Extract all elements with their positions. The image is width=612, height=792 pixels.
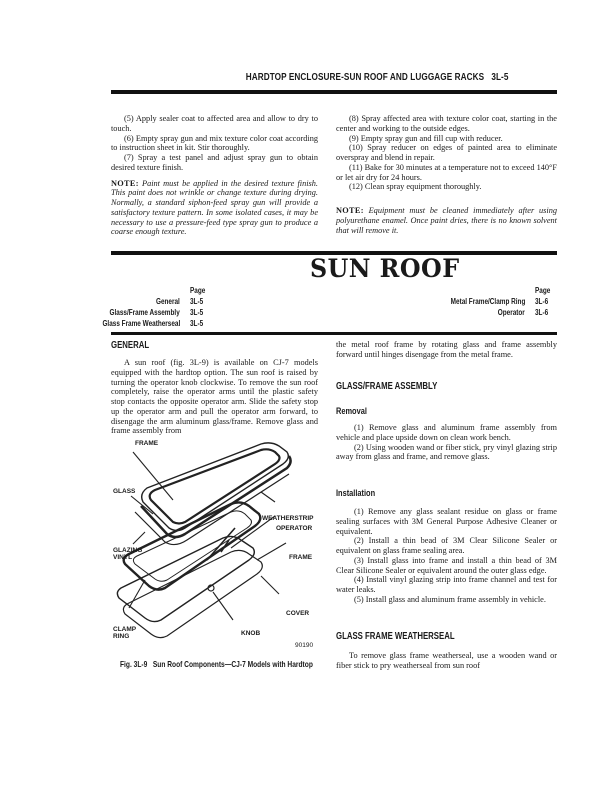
- paragraph: (11) Bake for 30 minutes at a temperature not to exceed 140°F or let air dry for 24 hours.: [336, 162, 557, 182]
- paragraph: (9) Empty spray gun and fill cup with reducer.: [349, 133, 503, 143]
- header-page: 3L-5: [491, 72, 509, 83]
- toc-entry[interactable]: [12, 307, 212, 318]
- paragraph: A sun roof (fig. 3L-9) is available on CJ-7 models equipped with the hardtop option. The sun roof is raised by turning the operator knob clockwise. To remove the sun roof completely, raise the operator arms until the plastic safety stop contacts the opposite operator arm. Slide the safety stop up the operator arm and pull the operator arm forward, to disengage the arm aluminum glass/frame. Remove glass and frame assembly from: [111, 358, 318, 436]
- paragraph: (5) Install glass and aluminum frame assembly in vehicle.: [354, 594, 546, 604]
- toc-page: 3L-5: [190, 319, 204, 328]
- toc-label: Metal Frame/Clamp Ring: [450, 297, 525, 306]
- paragraph: the metal roof frame by rotating glass and frame assembly forward until hinges disengage from the metal frame.: [336, 340, 557, 359]
- label-clamp-ring: CLAMP RING: [113, 626, 136, 640]
- general-continued: [336, 340, 557, 360]
- weatherseal-text: [336, 651, 557, 671]
- paragraph: (2) Install a thin bead of 3M Clear Silicone Sealer or equivalent on glass frame sealing area.: [336, 536, 557, 555]
- section-title: SUN ROOF: [309, 254, 460, 283]
- label-weatherstrip: WEATHERSTRIP: [262, 515, 314, 522]
- caption-number: Fig. 3L-9: [120, 659, 148, 669]
- heading-removal: Removal: [336, 406, 367, 417]
- installation-steps: [336, 507, 557, 605]
- note: [111, 179, 318, 238]
- label-cover: COVER: [286, 610, 310, 617]
- paragraph: (10) Spray reducer on edges of painted area to eliminate overspray and blend in repair.: [336, 143, 557, 162]
- note: [336, 206, 557, 235]
- toc-label: Glass/Frame Assembly: [109, 308, 180, 317]
- toc-page: 3L-6: [535, 308, 549, 317]
- toc-entry[interactable]: [357, 296, 557, 307]
- figure-caption: [120, 659, 313, 669]
- header-rule: [111, 90, 557, 94]
- toc-right: [357, 285, 557, 318]
- note-text: Equipment must be cleaned immediately after using polyurethane enamel. Once paint dries, there is no known solvent that will remove it.: [336, 206, 557, 235]
- toc-label: Operator: [497, 308, 525, 317]
- paragraph: (1) Remove glass and aluminum frame assembly from vehicle and place upside down on clean work bench.: [336, 423, 557, 442]
- note-label: NOTE:: [111, 178, 139, 188]
- general-text: [111, 358, 318, 436]
- label-knob: KNOB: [241, 630, 261, 637]
- running-header: [246, 72, 509, 83]
- paragraph: (4) Install vinyl glazing strip into frame channel and test for water leaks.: [336, 575, 557, 594]
- toc-left: [12, 285, 212, 329]
- toc-page-header: Page: [535, 286, 551, 295]
- top-left-column: [111, 114, 318, 237]
- heading-installation: Installation: [336, 488, 376, 499]
- toc-page: 3L-6: [535, 297, 549, 306]
- toc-label: General: [156, 297, 180, 306]
- toc-page-header: Page: [190, 286, 206, 295]
- top-right-column: [336, 114, 557, 235]
- paragraph: (7) Spray a test panel and adjust spray gun to obtain desired texture finish.: [111, 153, 318, 172]
- heading-glass-frame-weatherseal: GLASS FRAME WEATHERSEAL: [336, 631, 455, 642]
- paragraph: (3) Install glass into frame and install a thin bead of 3M Clear Silicone Sealer or equivalent around the outer glass edge.: [336, 555, 557, 575]
- label-operator: OPERATOR: [276, 525, 313, 532]
- toc-entry[interactable]: [12, 296, 212, 307]
- heading-glass-frame-assembly: GLASS/FRAME ASSEMBLY: [336, 381, 438, 392]
- header-title: HARDTOP ENCLOSURE-SUN ROOF AND LUGGAGE RACKS: [246, 72, 485, 83]
- toc-page: 3L-5: [190, 308, 204, 317]
- paragraph: (2) Using wooden wand or fiber stick, pry vinyl glazing strip away from glass and frame, and remove glass.: [336, 442, 557, 462]
- toc-entry[interactable]: [357, 307, 557, 318]
- toc-entry[interactable]: [12, 318, 212, 329]
- section-rule-bottom: [111, 332, 557, 335]
- toc-page: 3L-5: [190, 297, 204, 306]
- label-glazing-vinyl: GLAZING VINYL: [113, 547, 143, 561]
- removal-steps: [336, 423, 557, 462]
- heading-general: GENERAL: [111, 340, 150, 351]
- note-label: NOTE:: [336, 206, 364, 215]
- paragraph: (8) Spray affected area with texture color coat, starting in the center and working to the outside edges.: [336, 114, 557, 133]
- toc-label: Glass Frame Weatherseal: [102, 319, 180, 328]
- note-text: Paint must be applied in the desired texture finish. This paint does not wrinkle or change texture during drying. Normally, a standard siphon-feed spray gun will provide a satisfactory texture pattern. In some isolated cases, it may be necessary to use a pressure-feed type spray gun to produce a coarse enough texture.: [111, 178, 318, 237]
- paragraph: To remove glass frame weatherseal, use a wooden wand or fiber stick to pry weatherseal from sun roof: [336, 651, 557, 670]
- label-glass: GLASS: [113, 488, 136, 495]
- paragraph: (6) Empty spray gun and mix texture color coat according to instruction sheet in kit. Stir thoroughly.: [111, 133, 318, 153]
- paragraph: (5) Apply sealer coat to affected area and allow to dry to touch.: [111, 114, 318, 133]
- caption-text: Sun Roof Components—CJ-7 Models with Hardtop: [152, 659, 313, 669]
- paragraph: (12) Clean spray equipment thoroughly.: [349, 182, 482, 192]
- figure-number: 90190: [295, 642, 314, 649]
- label-frame-top: FRAME: [135, 440, 159, 447]
- label-frame: FRAME: [289, 554, 313, 561]
- figure-sun-roof-components: [111, 440, 321, 650]
- paragraph: (1) Remove any glass sealant residue on glass or frame sealing surfaces with 3M General Purpose Adhesive Cleaner or equivalent.: [336, 507, 557, 536]
